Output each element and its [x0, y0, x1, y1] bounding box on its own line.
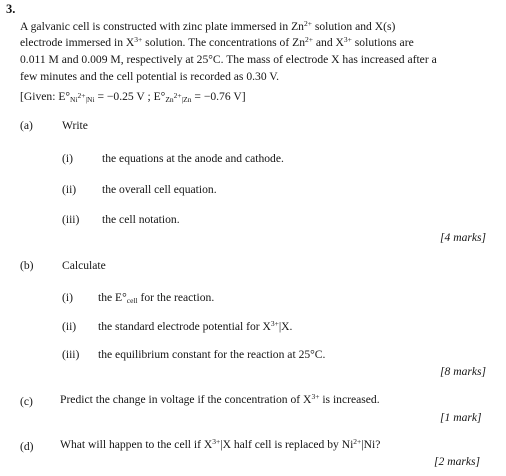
intro-line-2: electrode immersed in $X^{3+}$ solution. The concentrations of $Zn^{2+}$ and $X^{3+}$ solutions are — [20, 35, 414, 49]
part-c-label: (c) — [20, 395, 33, 408]
part-b-ii-num: (ii) — [62, 320, 77, 333]
part-b-i-num: (i) — [62, 291, 73, 304]
part-a-ii-text: the overall cell equation. — [102, 183, 217, 196]
part-a-i-text: the equations at the anode and cathode. — [102, 152, 284, 165]
part-b-iii-num: (iii) — [62, 348, 80, 361]
given-potentials: [Given: $E^\circ_{Ni^{2+}|Ni} = -0.25$ V ; $E^\circ_{Zn^{2+}|Zn} = -0.76$ V] — [20, 90, 246, 104]
part-a-title: Write — [62, 119, 88, 132]
part-a-ii-num: (ii) — [62, 183, 77, 196]
part-b-ii-text: the standard electrode potential for $X^{3+}|X$. — [98, 319, 293, 333]
part-a-marks: [4 marks] — [440, 231, 487, 244]
part-d-text: What will happen to the cell if $X^{3+}|X$ half cell is replaced by $Ni^{2+}|Ni$? — [60, 437, 381, 451]
part-b-iii-text: the equilibrium constant for the reaction at 25°C. — [98, 348, 326, 361]
part-d-marks: [2 marks] — [434, 455, 481, 468]
part-b-i-text: the $E^\circ_{cell}$ for the reaction. — [98, 291, 215, 305]
intro-line-1: A galvanic cell is constructed with zinc plate immersed in $Zn^{2+}$ solution and X(s) — [20, 19, 396, 33]
part-a-label: (a) — [20, 119, 33, 132]
part-c-text: Predict the change in voltage if the concentration of $X^{3+}$ is increased. — [60, 392, 380, 406]
intro-line-4: few minutes and the cell potential is recorded as 0.30 V. — [20, 70, 280, 83]
question-number: 3. — [6, 2, 16, 16]
part-b-label: (b) — [20, 259, 34, 272]
intro-line-3: 0.011 M and 0.009 M, respectively at 25°C. The mass of electrode X has increased after a — [20, 53, 437, 66]
part-b-marks: [8 marks] — [440, 365, 487, 378]
part-a-iii-text: the cell notation. — [102, 213, 180, 226]
part-b-title: Calculate — [62, 259, 106, 272]
part-c-marks: [1 mark] — [440, 411, 482, 424]
part-a-iii-num: (iii) — [62, 213, 80, 226]
part-d-label: (d) — [20, 440, 34, 453]
part-a-i-num: (i) — [62, 152, 73, 165]
